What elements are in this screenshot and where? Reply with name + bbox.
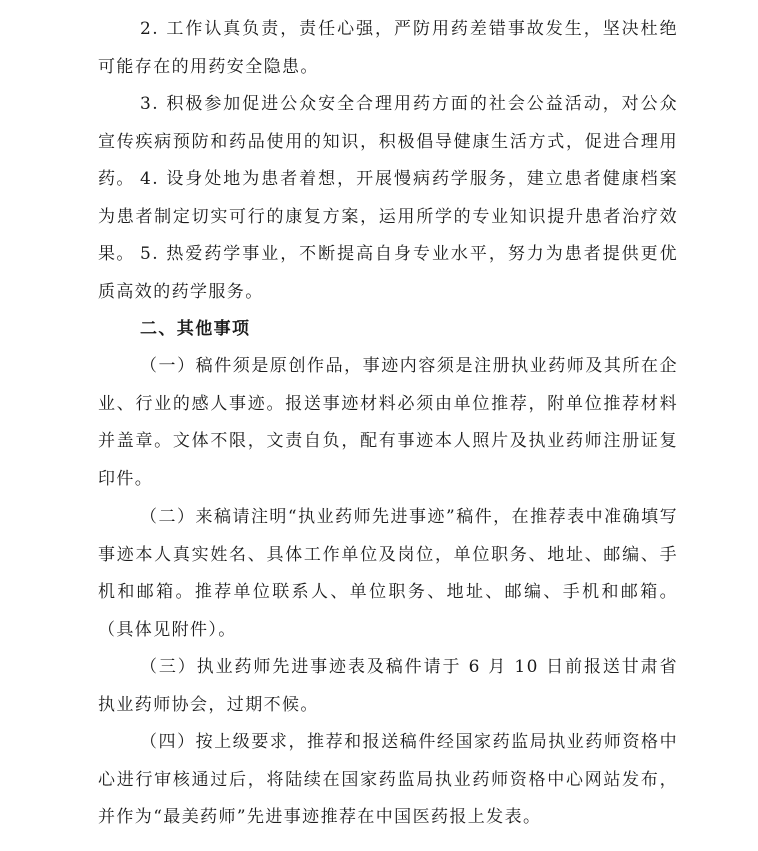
other-matter-item-3: （三）执业药师先进事迹表及稿件请于 6 月 10 日前报送甘肃省执业药师协会，过期不候。 [98,657,678,715]
section-heading-other-matters: 二、其他事项 [140,319,251,339]
requirement-item-3: 3. 积极参加促进公众安全合理用药方面的社会公益活动，对公众宣传疾病预防和药品使用的知识，积极倡导健康生活方式，促进合理用药。 [98,94,678,189]
other-matter-item-2: （二）来稿请注明“执业药师先进事迹”稿件，在推荐表中准确填写事迹本人真实姓名、具体工作单位及岗位，单位职务、地址、邮编、手机和邮箱。推荐单位联系人、单位职务、地址、邮编、手机和邮箱。（具体见附件）。 [98,507,678,640]
other-matter-item-4: （四）按上级要求，推荐和报送稿件经国家药监局执业药师资格中心进行审核通过后，将陆续在国家药监局执业药师资格中心网站发布，并作为“最美药师”先进事迹推荐在中国医药报上发表。 [98,732,678,827]
requirement-item-5: 5. 热爱药学事业，不断提高自身专业水平，努力为患者提供更优质高效的药学服务。 [98,244,678,302]
other-matter-item-1: （一）稿件须是原创作品，事迹内容须是注册执业药师及其所在企业、行业的感人事迹。报送事迹材料必须由单位推荐，附单位推荐材料并盖章。文体不限，文责自负，配有事迹本人照片及执业药师注册证复印件。 [98,356,678,489]
requirement-item-4: 4. 设身处地为患者着想，开展慢病药学服务，建立患者健康档案为患者制定切实可行的康复方案，运用所学的专业知识提升患者治疗效果。 [98,169,678,264]
requirement-item-2: 2. 工作认真负责，责任心强，严防用药差错事故发生，坚决杜绝可能存在的用药安全隐患。 [98,19,678,77]
